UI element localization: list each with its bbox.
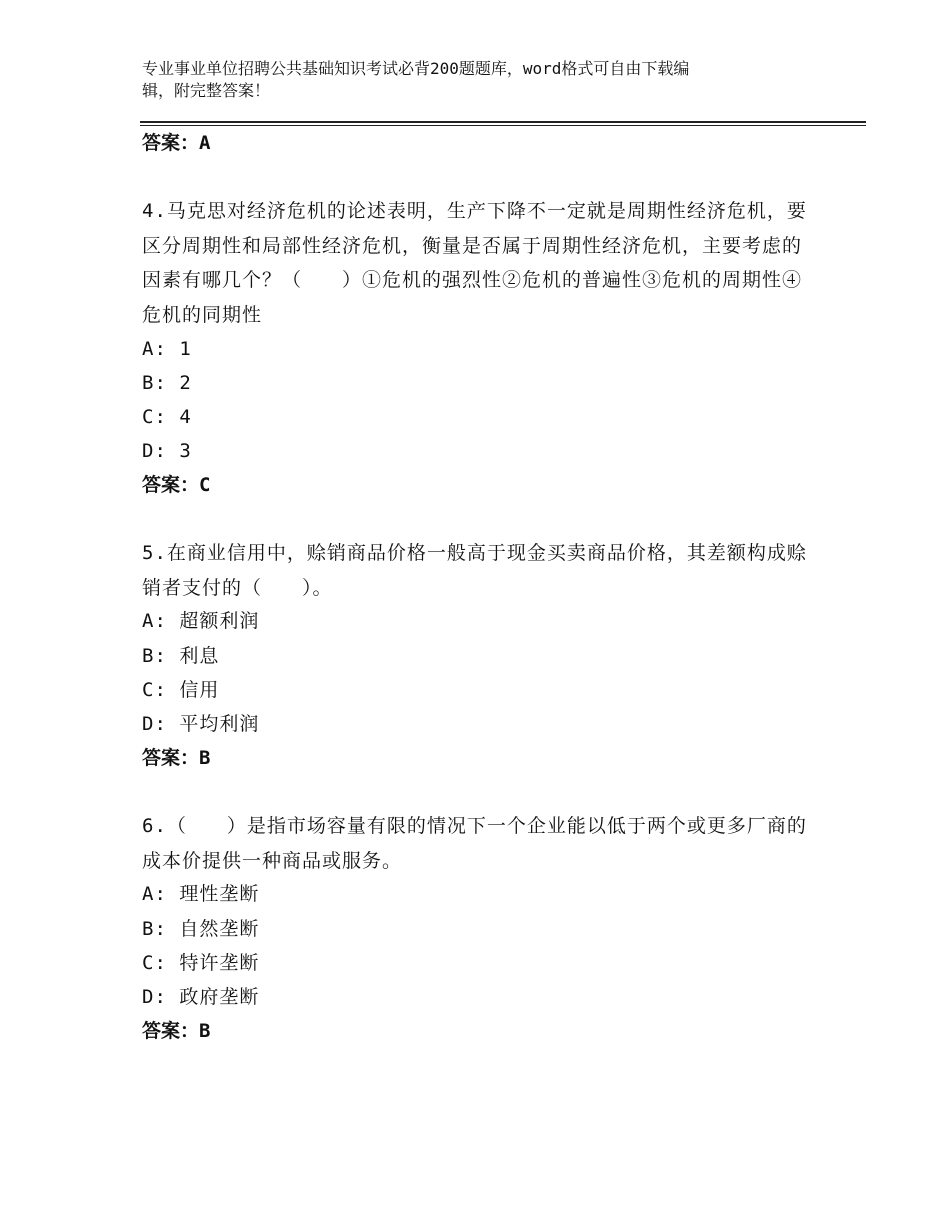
question-5-text: 5.在商业信用中，赊销商品价格一般高于现金买卖商品价格，其差额构成赊销者支付的（ ）。	[142, 542, 807, 599]
question-4-option-a: A: 1	[142, 338, 192, 360]
answer-prev: 答案：A	[142, 132, 211, 154]
question-6-option-b: B: 自然垄断	[142, 918, 260, 940]
question-4-answer: 答案：C	[142, 474, 211, 496]
question-4-option-d: D: 3	[142, 440, 192, 462]
question-4-option-b: B: 2	[142, 372, 192, 394]
question-4-text: 4.马克思对经济危机的论述表明，生产下降不一定就是周期性经济危机，要区分周期性和局部性经济危机，衡量是否属于周期性经济危机，主要考虑的因素有哪几个？（ ）①危机的强烈性②危机的普遍性③危机的周期性④危机的同期性	[142, 200, 807, 326]
question-5-option-a: A: 超额利润	[142, 610, 260, 632]
header-line-1: 专业事业单位招聘公共基础知识考试必背200题题库，word格式可自由下载编	[142, 59, 690, 78]
question-4-option-c: C: 4	[142, 406, 192, 428]
header-rule-thick	[140, 121, 866, 123]
question-6-option-c: C: 特许垄断	[142, 952, 260, 974]
header-rule-thin	[140, 125, 866, 126]
header-line-2: 辑，附完整答案！	[142, 81, 271, 100]
question-5-option-d: D: 平均利润	[142, 713, 260, 735]
question-5-answer: 答案：B	[142, 747, 211, 769]
question-6-answer: 答案：B	[142, 1020, 211, 1042]
question-5-option-b: B: 利息	[142, 645, 220, 667]
question-6-option-a: A: 理性垄断	[142, 883, 260, 905]
question-5-option-c: C: 信用	[142, 679, 220, 701]
question-6-option-d: D: 政府垄断	[142, 986, 260, 1008]
question-6-text: 6.（ ）是指市场容量有限的情况下一个企业能以低于两个或更多厂商的成本价提供一种商品或服务。	[142, 815, 807, 872]
page-header	[142, 58, 792, 102]
